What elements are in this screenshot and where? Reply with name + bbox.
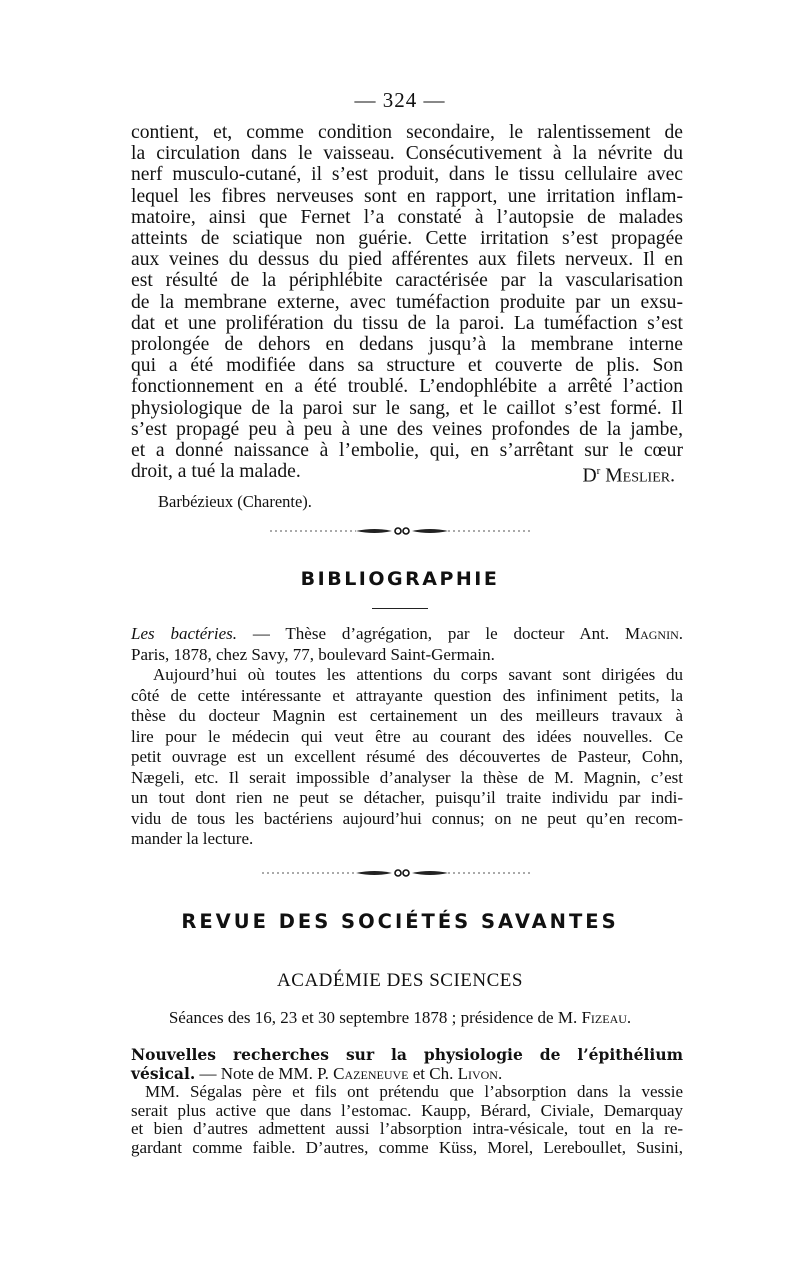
academy-report <box>131 1046 683 1158</box>
book-title: Les bactéries. <box>131 624 238 643</box>
author-signature <box>583 461 684 487</box>
text-line: petit ouvrage est un excellent résumé des découvertes de Pasteur, Cohn, <box>131 747 683 766</box>
text-line: Aujourd’hui où toutes les attentions du corps savant sont dirigées du <box>153 665 683 684</box>
text-line: de la membrane externe, avec tuméfaction produite par un exsu- <box>131 291 683 313</box>
article-conclusion <box>131 122 683 487</box>
text-line: aux veines du dessus du pied afférentes aux filets nerveux. Il en <box>131 249 683 271</box>
report-title-end: vésical. <box>131 1063 196 1083</box>
closing-text: droit, a tué la malade. <box>131 461 301 483</box>
text-line: MM. Ségalas père et fils ont prétendu que l’absorption dans la vessie <box>145 1082 683 1102</box>
session-text: Séances des 16, 23 et 30 septembre 1878 ; présidence de M. <box>168 1008 582 1027</box>
bibliography-entry <box>131 624 683 850</box>
president-name: Fizeau. <box>581 1008 632 1027</box>
publication-line: Paris, 1878, chez Savy, 77, boulevard Saint-Germain. <box>131 644 495 664</box>
signature-name: Meslier. <box>605 465 675 487</box>
reference-details: — Thèse d’agrégation, par le docteur Ant. <box>237 624 625 643</box>
text-line: Nægeli, etc. Il serait impossible d’analyser la thèse de M. Magnin, c’est <box>131 767 683 787</box>
text-line: vidu de tous les bactériens aujourd’hui connus; on ne peut qu’en recom- <box>131 808 683 828</box>
ornament-divider-2 <box>0 866 800 880</box>
section-heading-revue: REVUE DES SOCIÉTÉS SAVANTES <box>181 910 619 933</box>
closing-line <box>131 461 683 487</box>
signature-superscript: r <box>596 465 601 478</box>
text-line: côté de cette intéressante et attrayante question des infiniment petits, la <box>131 685 683 705</box>
report-authors-line <box>131 1065 683 1084</box>
ornament-divider-1 <box>0 524 800 538</box>
book-author: Magnin. <box>624 624 683 643</box>
text-line: matoire, ainsi que Fernet l’a constaté à l’autopsie de malades <box>131 206 683 228</box>
text-line: atteints de sciatique non guérie. Cette irritation s’est propagée <box>131 228 683 250</box>
text-line: la circulation dans le vaisseau. Consécutivement à la névrite du <box>131 143 683 165</box>
reference-line <box>131 624 683 645</box>
text-line: fonctionnement en a été troublé. L’endophlébite a arrêté l’action <box>131 376 683 398</box>
note-connector: et Ch. <box>408 1063 458 1083</box>
page-number: — 324 — <box>354 88 446 112</box>
text-line: qui a été modifiée dans sa structure et couverte de plis. Son <box>131 355 683 377</box>
text-line: et a donné naissance à l’embolie, qui, en s’arrêtant sur le cœur <box>131 440 683 462</box>
text-line: nerf musculo-cutané, il s’est produit, dans le tissu cellulaire avec <box>131 164 683 186</box>
place-of-writing: Barbézieux (Charente). <box>158 492 312 511</box>
text-line: prolongée de dehors en dedans jusqu’à la membrane interne <box>131 334 683 356</box>
text-line: serait plus active que dans l’estomac. Kaupp, Bérard, Civiale, Demarquay <box>131 1100 683 1120</box>
text-line: dat et une prolifération du tissu de la paroi. La tuméfaction s’est <box>131 312 683 334</box>
author-cazeneuve: Cazeneuve <box>333 1063 409 1083</box>
report-title: Nouvelles recherches sur la physiologie de l’épithélium <box>131 1045 683 1064</box>
text-line: un tout dont rien ne peut se détacher, puisqu’il traite individu par indi- <box>131 788 683 807</box>
heading-rule <box>372 608 428 609</box>
text-line: contient, et, comme condition secondaire, le ralentissement de <box>131 122 683 143</box>
subsection-heading-academie: ACADÉMIE DES SCIENCES <box>277 970 523 991</box>
text-line: lire pour le médecin qui veut être au courant des idées nouvelles. Ce <box>131 726 683 746</box>
session-dates <box>0 1008 800 1028</box>
text-line: et bien d’autres admettent aussi l’absorption intra-vésicale, tout en la re- <box>131 1119 683 1139</box>
text-line: lequel les fibres nerveuses sont en rapport, une irritation inflam- <box>131 185 683 207</box>
note-prefix: — Note de MM. P. <box>195 1063 334 1083</box>
author-livon: Livon. <box>457 1063 503 1083</box>
text-line: s’est propagé peu à peu à une des veines profondes de la jambe, <box>131 418 683 440</box>
text-line: mander la lecture. <box>131 829 254 848</box>
text-line: est résulté de la périphlébite caractérisée par la vascularisation <box>131 270 683 292</box>
text-line: thèse du docteur Magnin est certainement un des meilleurs travaux à <box>131 706 683 725</box>
signature-prefix: D <box>582 465 597 487</box>
text-line: physiologique de la paroi sur le sang, et le caillot s’est formé. Il <box>131 397 683 419</box>
section-heading-bibliographie: BIBLIOGRAPHIE <box>300 568 500 590</box>
text-line: gardant comme faible. D’autres, comme Küss, Morel, Lereboullet, Susini, <box>131 1137 683 1157</box>
